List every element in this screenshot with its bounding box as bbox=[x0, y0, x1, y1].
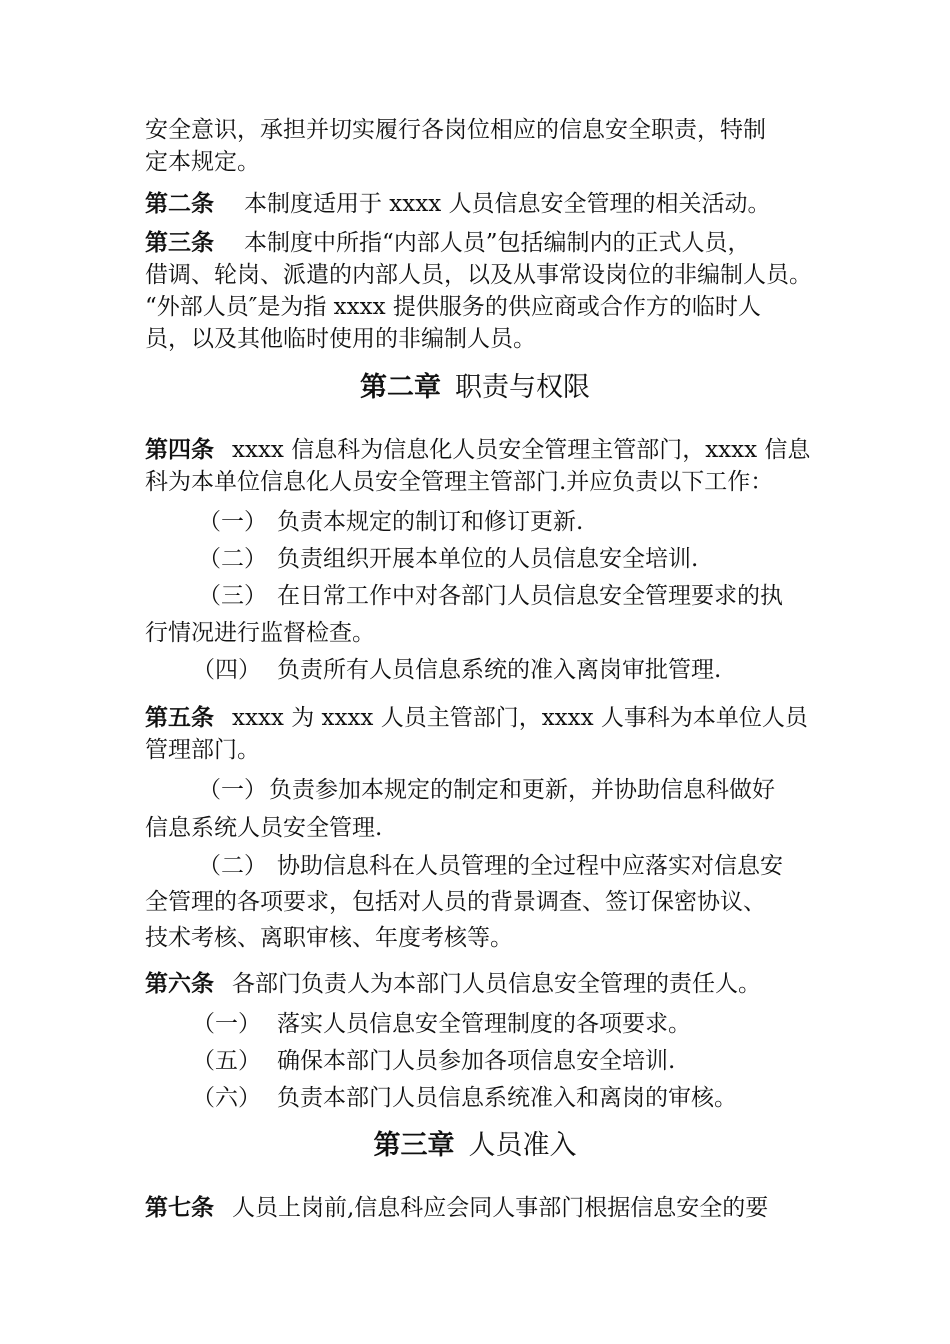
item-number: （一） bbox=[192, 1011, 261, 1037]
text-line: 借调、轮岗、派遣的内部人员，以及从事常设岗位的非编制人员。 bbox=[145, 262, 812, 288]
article-7 bbox=[145, 1192, 768, 1224]
chapter-title: 职责与权限 bbox=[455, 372, 590, 403]
list-item-continuation bbox=[145, 922, 513, 954]
item-number: （二） bbox=[198, 853, 267, 879]
article-2 bbox=[145, 188, 771, 220]
list-item bbox=[198, 850, 783, 882]
article-label: 第三条 bbox=[145, 230, 214, 256]
article-label: 第七条 bbox=[145, 1195, 214, 1221]
text-line: 科为本单位信息化人员安全管理主管部门.并应负责以下工作： bbox=[145, 469, 774, 495]
article-5 bbox=[145, 702, 808, 766]
item-number: （六） bbox=[192, 1085, 261, 1111]
article-label: 第六条 bbox=[145, 971, 214, 997]
item-number: （一） bbox=[198, 509, 267, 535]
text-line: 安全意识，承担并切实履行各岗位相应的信息安全职责，特制 bbox=[145, 117, 766, 143]
item-number: （五） bbox=[192, 1048, 261, 1074]
article-text: 本制度适用于 xxxx 人员信息安全管理的相关活动。 bbox=[244, 191, 771, 217]
list-item-continuation bbox=[145, 812, 382, 844]
item-text: 协助信息科在人员管理的全过程中应落实对信息安 bbox=[277, 853, 783, 879]
list-item bbox=[198, 543, 698, 575]
item-text: 在日常工作中对各部门人员信息安全管理要求的执 bbox=[277, 583, 783, 609]
item-text: 负责本规定的制订和修订更新. bbox=[277, 509, 584, 535]
text-line: 管理部门。 bbox=[145, 737, 260, 763]
chapter-label: 第二章 bbox=[360, 372, 441, 403]
article-label: 第二条 bbox=[145, 191, 214, 217]
text-line: xxxx 为 xxxx 人员主管部门，xxxx 人事科为本单位人员 bbox=[232, 705, 808, 731]
text-line: xxxx 信息科为信息化人员安全管理主管部门，xxxx 信息 bbox=[232, 437, 811, 463]
list-item-continuation bbox=[145, 617, 375, 649]
chapter-3-heading bbox=[0, 1128, 950, 1164]
list-item bbox=[192, 1045, 675, 1077]
item-text: 负责本部门人员信息系统准入和离岗的审核。 bbox=[277, 1085, 737, 1111]
list-item bbox=[198, 506, 583, 538]
chapter-title: 人员准入 bbox=[468, 1130, 577, 1161]
item-number: （一） bbox=[198, 777, 267, 803]
item-text: 负责参加本规定的制定和更新，并协助信息科做好 bbox=[269, 777, 775, 803]
text-line: “外部人员″是为指 xxxx 提供服务的供应商或合作方的临时人 bbox=[145, 294, 761, 320]
item-number: （三） bbox=[198, 583, 267, 609]
list-item-continuation bbox=[145, 886, 766, 918]
list-item bbox=[192, 654, 721, 686]
item-text: 落实人员信息安全管理制度的各项要求。 bbox=[277, 1011, 691, 1037]
list-item bbox=[198, 580, 783, 612]
chapter-label: 第三章 bbox=[373, 1130, 455, 1161]
item-number: （四） bbox=[192, 657, 261, 683]
text-line: 本制度中所指“内部人员”包括编制内的正式人员， bbox=[244, 230, 751, 256]
list-item bbox=[198, 774, 775, 806]
text-line: 技术考核、离职审核、年度考核等。 bbox=[145, 925, 513, 951]
item-text: 确保本部门人员参加各项信息安全培训. bbox=[277, 1048, 676, 1074]
text-line: 信息系统人员安全管理. bbox=[145, 815, 383, 841]
article-label: 第四条 bbox=[145, 437, 214, 463]
item-number: （二） bbox=[198, 546, 267, 572]
text-line: 全管理的各项要求，包括对人员的背景调查、签订保密协议、 bbox=[145, 889, 766, 915]
list-item bbox=[192, 1082, 737, 1114]
article-text: 人员上岗前,信息科应会同人事部门根据信息安全的要 bbox=[232, 1195, 769, 1221]
article-4 bbox=[145, 434, 810, 498]
article-3 bbox=[145, 227, 812, 355]
list-item bbox=[192, 1008, 691, 1040]
text-line: 员，以及其他临时使用的非编制人员。 bbox=[145, 326, 536, 352]
text-line: 行情况进行监督检查。 bbox=[145, 620, 375, 646]
intro-paragraph bbox=[145, 114, 766, 178]
item-text: 负责所有人员信息系统的准入离岗审批管理. bbox=[277, 657, 722, 683]
item-text: 负责组织开展本单位的人员信息安全培训. bbox=[277, 546, 699, 572]
text-line: 定本规定。 bbox=[145, 149, 260, 175]
article-label: 第五条 bbox=[145, 705, 214, 731]
article-6 bbox=[145, 968, 761, 1000]
chapter-2-heading bbox=[0, 370, 950, 406]
article-text: 各部门负责人为本部门人员信息安全管理的责任人。 bbox=[232, 971, 761, 997]
